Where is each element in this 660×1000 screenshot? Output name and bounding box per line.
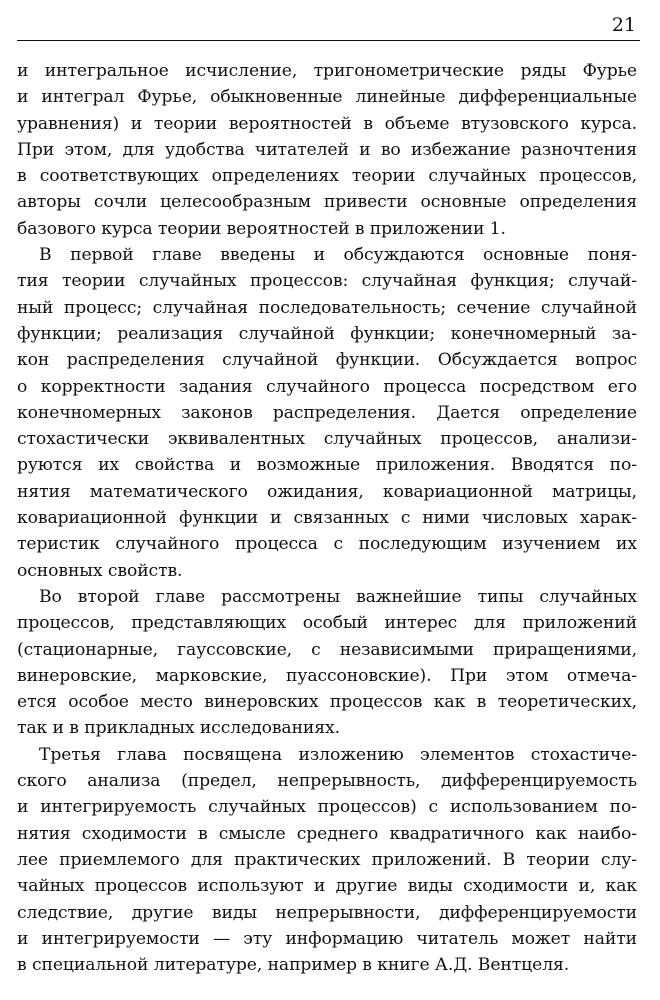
paragraph-1 [17,58,637,242]
text-line: авторы сочли целесообразным привести основные определения [17,192,637,213]
text-line: винеровские, марковские, пуассоновские). При этом отмеча- [17,665,637,686]
text-line: так и в прикладных исследованиях. [17,718,340,739]
text-line: о корректности задания случайного процесса посредством его [17,376,637,397]
text-line: следствие, другие виды непрерывности, дифференцируемости [17,902,637,923]
text-line: основных свойств. [17,560,183,581]
text-line: уравнения) и теории вероятностей в объеме втузовского курса. [17,113,637,134]
text-line: и интегральное исчисление, тригонометрические ряды Фурье [17,61,637,81]
text-line: конечномерных законов распределения. Дается определение [17,402,637,423]
text-line: В первой главе введены и обсуждаются основные поня- [39,245,637,266]
text-line: При этом, для удобства читателей и во избежание разночтения [17,139,637,160]
text-line: и интеграл Фурье, обыкновенные линейные дифференциальные [17,87,637,108]
text-line: в соответствующих определениях теории случайных процессов, [17,166,637,187]
text-line: лее приемлемого для практических приложений. В теории слу- [17,849,637,870]
text-line: нятия сходимости в смысле среднего квадратичного как наибо- [17,823,637,844]
paragraph-3 [17,584,637,742]
text-line: теристик случайного процесса с последующим изучением их [17,534,637,555]
body-text [17,58,637,978]
text-line: руются их свойства и возможные приложения. Вводятся по- [17,455,637,476]
text-line: ный процесс; случайная последовательность; сечение случайной [17,297,637,318]
text-line: ского анализа (предел, непрерывность, дифференцируемость [17,771,637,792]
text-line: процессов, представляющих особый интерес для приложений [17,613,637,634]
text-line: ется особое место винеровских процессов как в теоретических, [17,692,637,713]
page-number: 21 [611,14,636,36]
text-line: нятия математического ожидания, ковариационной матрицы, [17,481,637,502]
paragraph-2 [17,242,637,584]
text-line: Третья глава посвящена изложению элементов стохастиче- [39,744,637,765]
text-line: в специальной литературе, например в книге А.Д. Вентцеля. [17,955,570,976]
header-rule [17,40,640,41]
text-line: тия теории случайных процессов: случайная функция; случай- [17,271,637,292]
text-line: стохастически эквивалентных случайных процессов, анализи- [17,429,637,450]
text-line: и интегрируемость случайных процессов) с использованием по- [17,797,637,818]
text-line: кон распределения случайной функции. Обсуждается вопрос [17,350,637,371]
text-line: ковариационной функции и связанных с ними числовых харак- [17,508,637,529]
text-line: функции; реализация случайной функции; конечномерный за- [17,323,637,344]
text-line: Во второй главе рассмотрены важнейшие типы случайных [39,586,637,607]
paragraph-4 [17,742,637,979]
text-line: (стационарные, гауссовские, с независимыми приращениями, [17,639,637,660]
text-line: чайных процессов используют и другие виды сходимости и, как [17,876,637,897]
text-line: базового курса теории вероятностей в приложении 1. [17,218,506,239]
text-line: и интегрируемости — эту информацию читатель может найти [17,928,637,949]
